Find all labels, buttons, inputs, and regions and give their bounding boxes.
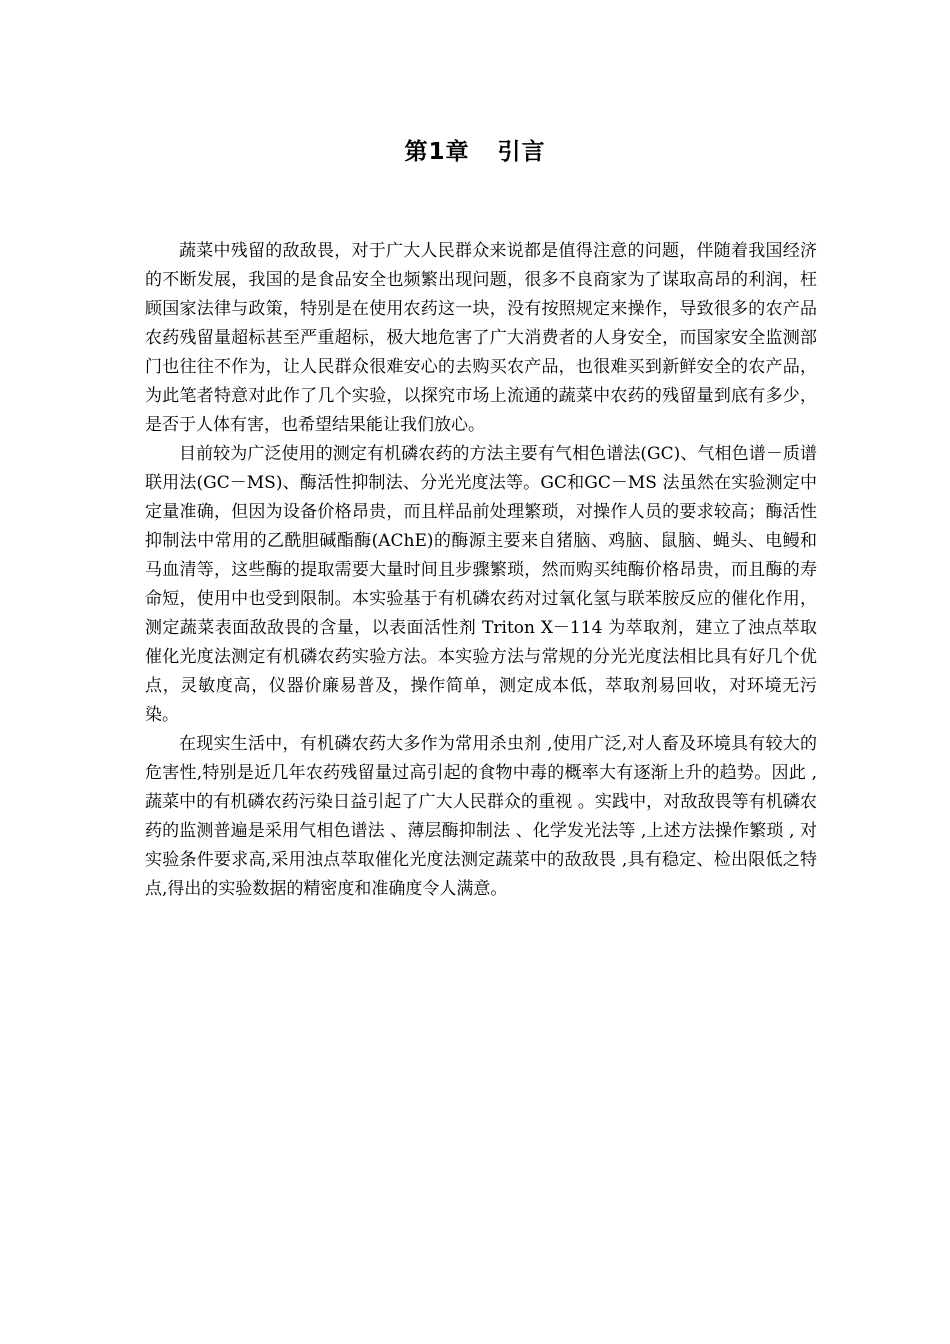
paragraph-2: 目前较为广泛使用的测定有机磷农药的方法主要有气相色谱法(GC)、气相色谱－质谱联用法(GC－MS)、酶活性抑制法、分光光度法等。GC和GC－MS 法虽然在实验测定中定量准确，但因为设备价格昂贵，而且样品前处理繁琐，对操作人员的要求较高；酶活性抑制法中常用的乙酰胆碱酯酶(AChE)的酶源主要来自猪脑、鸡脑、鼠脑、蝇头、电鳗和马血清等，这些酶的提取需要大量时间且步骤繁琐，然而购买纯酶价格昂贵，而且酶的寿命短，使用中也受到限制。本实验基于有机磷农药对过氧化氢与联苯胺反应的催化作用，测定蔬菜表面敌敌畏的含量，以表面活性剂 Triton X－114 为萃取剂，建立了浊点萃取催化光度法测定有机磷农药实验方法。本实验方法与常规的分光光度法相比具有好几个优点，灵敏度高，仪器价廉易普及，操作简单，测定成本低，萃取剂易回收，对环境无污染。 <box>145 444 817 725</box>
paragraph-1: 蔬菜中残留的敌敌畏，对于广大人民群众来说都是值得注意的问题，伴随着我国经济的不断发展，我国的是食品安全也频繁出现问题，很多不良商家为了谋取高昂的利润，枉顾国家法律与政策，特别是在使用农药这一块，没有按照规定来操作，导致很多的农产品农药残留量超标甚至严重超标，极大地危害了广大消费者的人身安全，而国家安全监测部门也往往不作为，让人民群众很难安心的去购买农产品，也很难买到新鲜安全的农产品，为此笔者特意对此作了几个实验，以探究市场上流通的蔬菜中农药的残留量到底有多少，是否于人体有害，也希望结果能让我们放心。 <box>145 241 817 435</box>
chapter-number: 第1章 <box>404 139 470 165</box>
paragraph-3: 在现实生活中，有机磷农药大多作为常用杀虫剂 ,使用广泛,对人畜及环境具有较大的危害性,特别是近几年农药残留量过高引起的食物中毒的概率大有逐渐上升的趋势。因此 ,蔬菜中的有机磷农药污染日益引起了广大人民群众的重视 。实践中，对敌敌畏等有机磷农药的监测普遍是采用气相色谱法 、薄层酶抑制法 、化学发光法等 ,上述方法操作繁琐 , 对实验条件要求高,采用浊点萃取催化光度法测定蔬菜中的敌敌畏 ,具有稳定、检出限低之特点,得出的实验数据的精密度和准确度令人满意。 <box>145 734 817 899</box>
chapter-heading <box>0 134 950 170</box>
chapter-body <box>145 237 817 904</box>
chapter-title: 引言 <box>497 139 546 165</box>
